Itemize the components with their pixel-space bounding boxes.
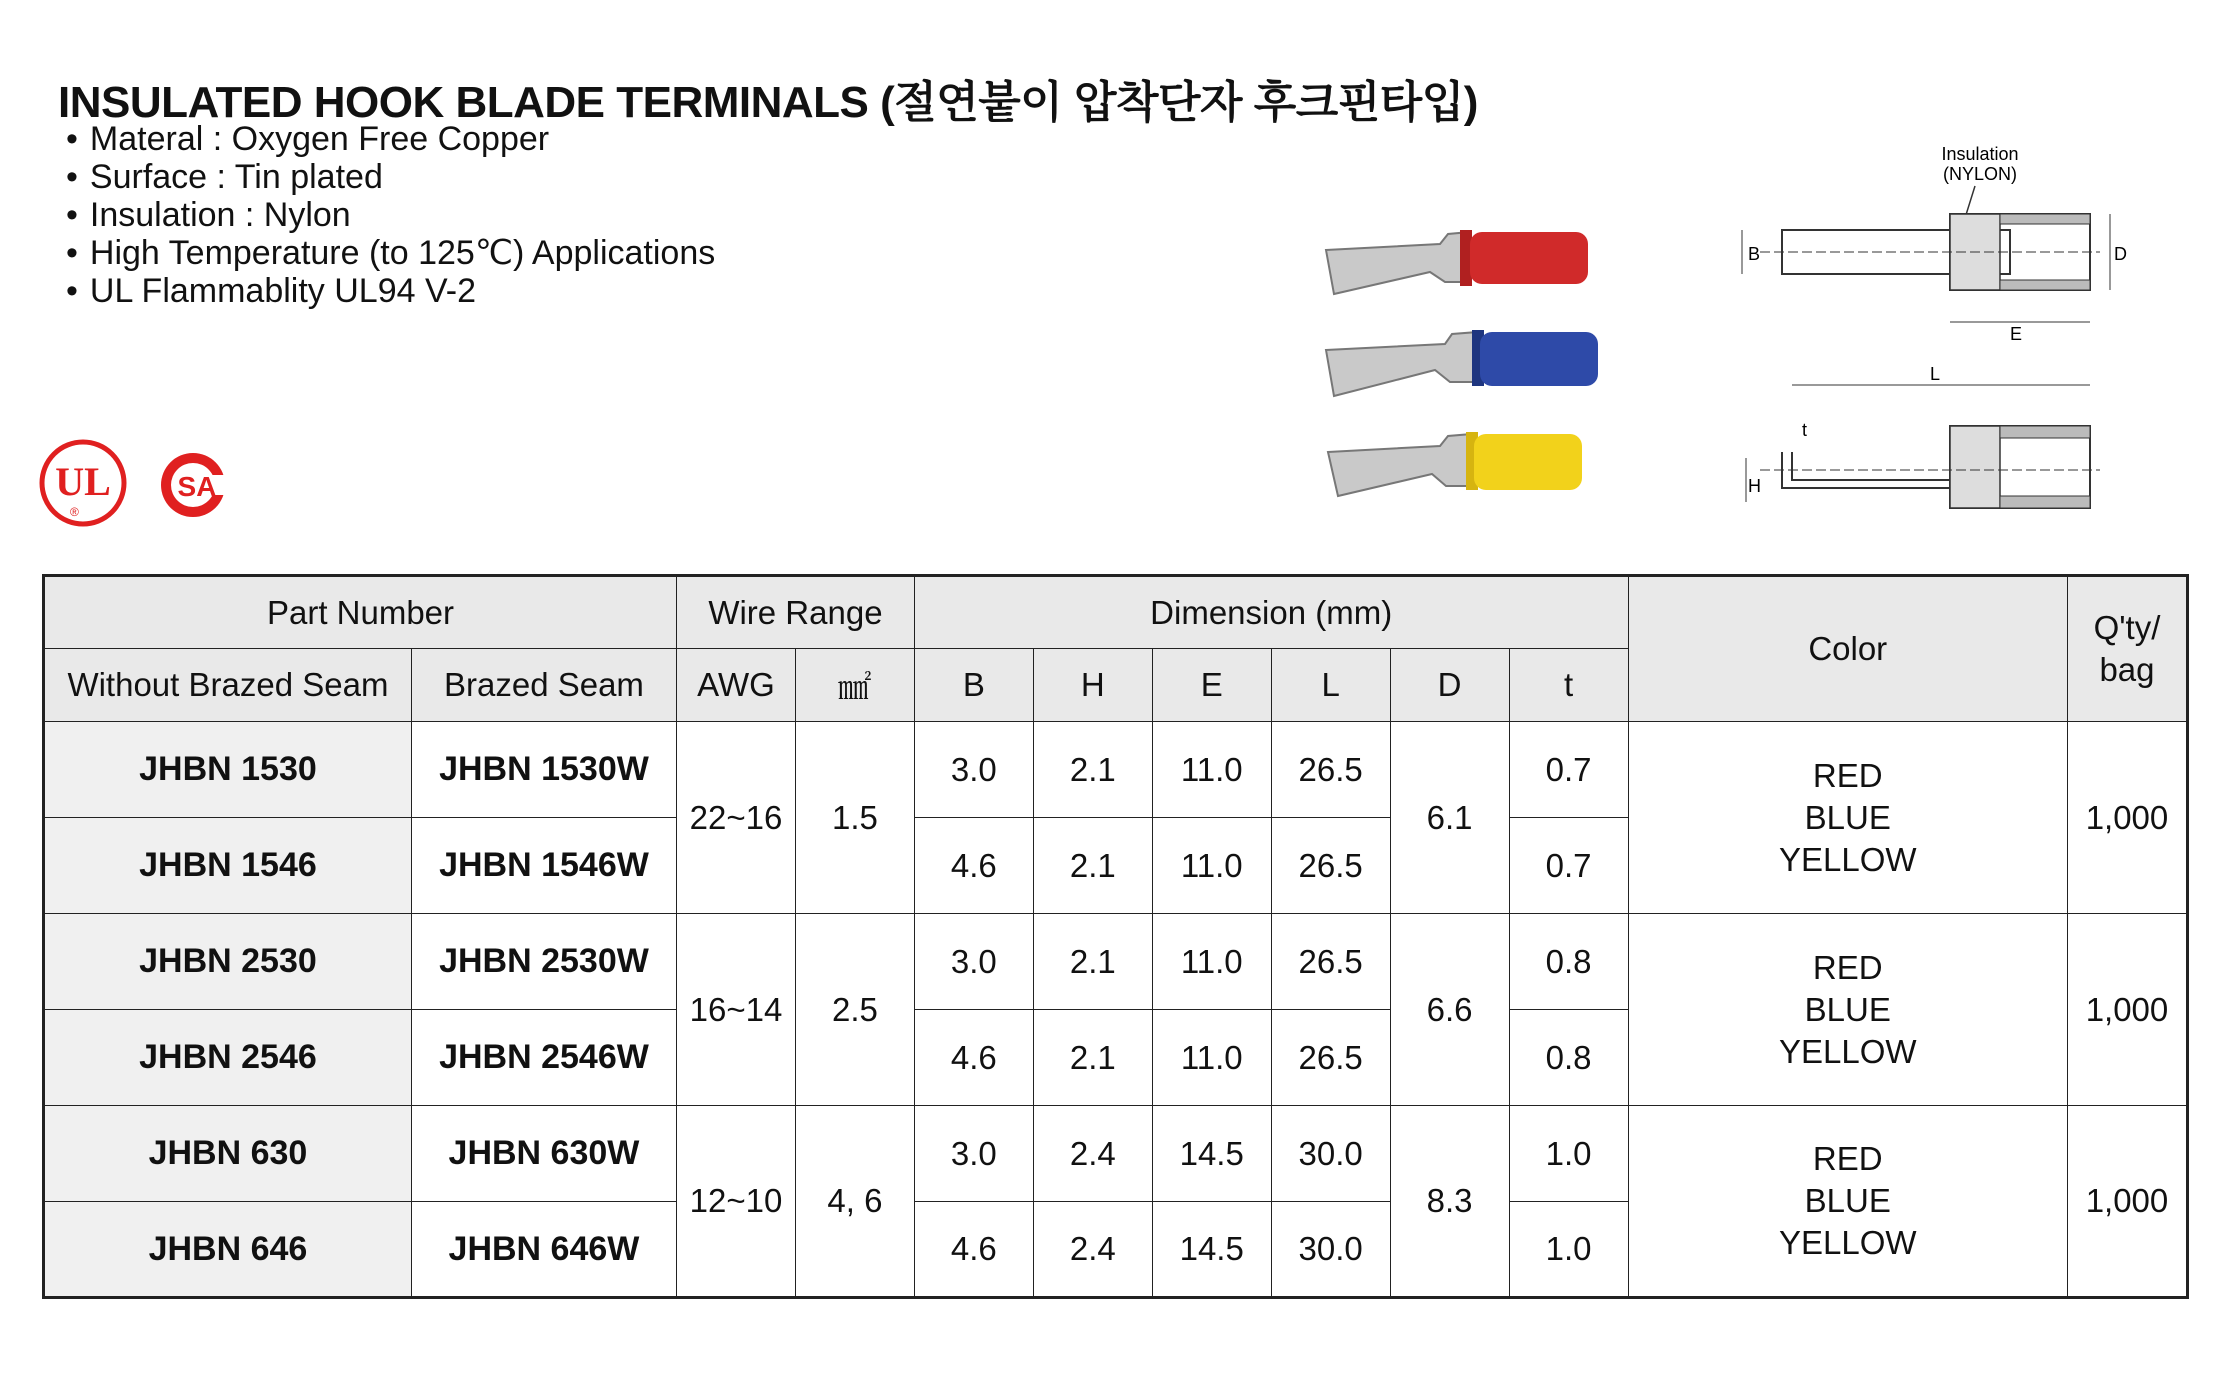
h-cell: 2.4: [1033, 1202, 1152, 1298]
awg-cell: 16~14: [677, 914, 796, 1106]
h-cell: 2.1: [1033, 722, 1152, 818]
part-number-header: Part Number: [44, 576, 677, 649]
without-brazed-header: Without Brazed Seam: [44, 649, 412, 722]
brazed-part-cell: JHBN 2546W: [411, 1010, 676, 1106]
l-cell: 26.5: [1271, 818, 1390, 914]
t-cell: 0.8: [1509, 1010, 1628, 1106]
e-header: E: [1152, 649, 1271, 722]
page-title: INSULATED HOOK BLADE TERMINALS (절연붙이 압착단자 후크핀타입): [58, 78, 1478, 127]
l-cell: 26.5: [1271, 914, 1390, 1010]
e-cell: 11.0: [1152, 914, 1271, 1010]
terminal-blue: [1326, 330, 1598, 396]
csa-logo: [150, 440, 240, 530]
ul-logo-text: UL: [55, 459, 111, 504]
t-cell: 0.7: [1509, 722, 1628, 818]
d-cell: 6.1: [1390, 722, 1509, 914]
red-insulation: [1470, 232, 1588, 284]
brazed-part-cell: JHBN 2530W: [411, 914, 676, 1010]
d-header: D: [1390, 649, 1509, 722]
color-cell: RED BLUE YELLOW: [1628, 722, 2067, 914]
d-cell: 8.3: [1390, 1106, 1509, 1298]
h-cell: 2.4: [1033, 1106, 1152, 1202]
color-cell: RED BLUE YELLOW: [1628, 914, 2067, 1106]
feature-item: • UL Flammablity UL94 V-2: [66, 272, 715, 310]
b-cell: 4.6: [914, 818, 1033, 914]
table-row: [44, 722, 2188, 818]
e-cell: 14.5: [1152, 1202, 1271, 1298]
dim-l-label: L: [1930, 364, 1941, 384]
awg-header: AWG: [677, 649, 796, 722]
t-header: t: [1509, 649, 1628, 722]
part-number-cell: JHBN 1546: [44, 818, 412, 914]
awg-cell: 12~10: [677, 1106, 796, 1298]
l-cell: 30.0: [1271, 1202, 1390, 1298]
b-cell: 3.0: [914, 1106, 1033, 1202]
h-cell: 2.1: [1033, 914, 1152, 1010]
e-cell: 11.0: [1152, 1010, 1271, 1106]
l-cell: 26.5: [1271, 722, 1390, 818]
h-header: H: [1033, 649, 1152, 722]
h-cell: 2.1: [1033, 1010, 1152, 1106]
brazed-part-cell: JHBN 1546W: [411, 818, 676, 914]
terminal-yellow: [1328, 432, 1582, 496]
dim-t-label: t: [1802, 420, 1808, 440]
feature-item: • Materal : Oxygen Free Copper: [66, 120, 715, 158]
svg-text:®: ®: [70, 505, 79, 519]
terminal-red: [1326, 230, 1588, 294]
b-cell: 4.6: [914, 1010, 1033, 1106]
table-row: [44, 914, 2188, 1010]
part-number-cell: JHBN 646: [44, 1202, 412, 1298]
e-cell: 14.5: [1152, 1106, 1271, 1202]
dim-e-label: E: [2010, 324, 2023, 344]
csa-logo-text: SA: [177, 471, 217, 502]
mm2-cell: 2.5: [795, 914, 914, 1106]
header-row: [44, 576, 2188, 649]
part-number-cell: JHBN 1530: [44, 722, 412, 818]
dim-d-label: D: [2114, 244, 2127, 264]
part-number-cell: JHBN 630: [44, 1106, 412, 1202]
feature-list: [66, 120, 715, 310]
t-cell: 1.0: [1509, 1202, 1628, 1298]
l-header: L: [1271, 649, 1390, 722]
feature-item: • Surface : Tin plated: [66, 158, 715, 196]
dimension-header: Dimension (mm): [914, 576, 1628, 649]
dim-b-label: B: [1748, 244, 1761, 264]
t-cell: 0.8: [1509, 914, 1628, 1010]
yellow-insulation: [1474, 434, 1582, 490]
e-cell: 11.0: [1152, 722, 1271, 818]
qty-header: Q'ty/ bag: [2067, 576, 2187, 722]
t-cell: 1.0: [1509, 1106, 1628, 1202]
qty-cell: 1,000: [2067, 1106, 2187, 1298]
awg-cell: 22~16: [677, 722, 796, 914]
d-cell: 6.6: [1390, 914, 1509, 1106]
e-cell: 11.0: [1152, 818, 1271, 914]
dimension-diagram: [1720, 140, 2140, 530]
part-number-cell: JHBN 2530: [44, 914, 412, 1010]
blue-insulation: [1480, 332, 1598, 386]
b-header: B: [914, 649, 1033, 722]
brazed-part-cell: JHBN 646W: [411, 1202, 676, 1298]
spec-table: [42, 574, 2189, 1299]
feature-item: • High Temperature (to 125℃) Applications: [66, 234, 715, 272]
brazed-part-cell: JHBN 630W: [411, 1106, 676, 1202]
l-cell: 26.5: [1271, 1010, 1390, 1106]
wire-range-header: Wire Range: [677, 576, 915, 649]
dim-h-label: H: [1748, 476, 1761, 496]
brazed-header: Brazed Seam: [411, 649, 676, 722]
insulation-material: (NYLON): [1942, 164, 2018, 184]
qty-cell: 1,000: [2067, 722, 2187, 914]
h-cell: 2.1: [1033, 818, 1152, 914]
b-cell: 4.6: [914, 1202, 1033, 1298]
insulation-label: Insulation: [1941, 144, 2019, 164]
brazed-part-cell: JHBN 1530W: [411, 722, 676, 818]
table-row: [44, 1106, 2188, 1202]
feature-item: • Insulation : Nylon: [66, 196, 715, 234]
color-cell: RED BLUE YELLOW: [1628, 1106, 2067, 1298]
b-cell: 3.0: [914, 914, 1033, 1010]
b-cell: 3.0: [914, 722, 1033, 818]
l-cell: 30.0: [1271, 1106, 1390, 1202]
t-cell: 0.7: [1509, 818, 1628, 914]
qty-cell: 1,000: [2067, 914, 2187, 1106]
mm2-cell: 4, 6: [795, 1106, 914, 1298]
part-number-cell: JHBN 2546: [44, 1010, 412, 1106]
mm2-header: ㎟: [795, 649, 914, 722]
color-header: Color: [1628, 576, 2067, 722]
ul-logo: [38, 438, 128, 528]
product-photo: [1320, 220, 1650, 510]
mm2-cell: 1.5: [795, 722, 914, 914]
